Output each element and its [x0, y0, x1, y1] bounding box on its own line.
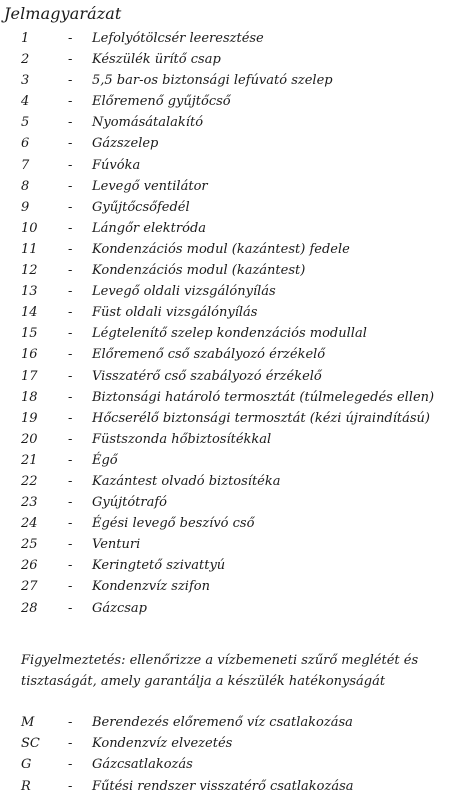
- legend-item: [0, 408, 462, 429]
- connection-item: [0, 754, 462, 775]
- legend-item-description: Kazántest olvadó biztosítéka: [92, 473, 281, 489]
- connection-list: [0, 712, 462, 797]
- connection-dash: -: [68, 757, 73, 773]
- legend-item-number: 10: [21, 220, 38, 236]
- legend-item-description: Levegő ventilátor: [92, 178, 208, 194]
- legend-item-dash: -: [68, 495, 73, 511]
- legend-item-dash: -: [68, 516, 73, 532]
- legend-item-number: 6: [21, 136, 30, 152]
- legend-item-description: Hőcserélő biztonsági termosztát (kézi újraindítású): [92, 410, 431, 426]
- legend-item-dash: -: [68, 537, 73, 553]
- legend-item: [0, 576, 462, 597]
- legend-item-number: 25: [21, 537, 38, 553]
- legend-item: [0, 91, 462, 112]
- legend-item-number: 19: [21, 410, 38, 426]
- legend-item: [0, 534, 462, 555]
- legend-item-description: Lángőr elektróda: [92, 220, 207, 236]
- legend-item-description: Gyújtótrafó: [92, 495, 168, 511]
- legend-item-number: 20: [21, 431, 38, 447]
- connection-item: [0, 712, 462, 733]
- connection-item: [0, 733, 462, 754]
- connection-item: [0, 776, 462, 797]
- legend-item-number: 12: [21, 263, 38, 279]
- legend-item-description: Venturi: [92, 537, 141, 553]
- legend-item-description: Keringtető szivattyú: [92, 558, 226, 574]
- legend-item-dash: -: [68, 52, 73, 68]
- legend-item-dash: -: [68, 220, 73, 236]
- connection-description: Kondenzvíz elvezetés: [92, 736, 233, 752]
- legend-item-dash: -: [68, 178, 73, 194]
- legend-item-description: Gázcsap: [92, 600, 148, 616]
- connection-description: Fűtési rendszer visszatérő csatlakozása: [92, 778, 354, 794]
- legend-item: [0, 366, 462, 387]
- legend-item-dash: -: [68, 452, 73, 468]
- legend-item-number: 23: [21, 495, 38, 511]
- legend-item-number: 15: [21, 326, 38, 342]
- legend-item-number: 26: [21, 558, 38, 574]
- legend-item-dash: -: [68, 305, 73, 321]
- legend-item-description: Kondenzációs modul (kazántest): [92, 263, 306, 279]
- legend-item-description: Légtelenítő szelep kondenzációs modullal: [92, 326, 367, 342]
- legend-item-dash: -: [68, 558, 73, 574]
- legend-item-description: Nyomásátalakító: [92, 115, 204, 131]
- legend-item-description: Kondenzációs modul (kazántest) fedele: [92, 241, 350, 257]
- legend-item-dash: -: [68, 199, 73, 215]
- legend-item-number: 17: [21, 368, 38, 384]
- legend-item: [0, 302, 462, 323]
- legend-item-description: Égő: [92, 452, 118, 468]
- legend-item-number: 9: [21, 199, 30, 215]
- legend-item: [0, 429, 462, 450]
- legend-item-number: 4: [21, 94, 30, 110]
- connection-code: R: [21, 778, 31, 794]
- legend-item: [0, 323, 462, 344]
- legend-item-description: Kondenzvíz szifon: [92, 579, 210, 595]
- legend-item: [0, 344, 462, 365]
- legend-item-number: 11: [21, 241, 38, 257]
- legend-item-dash: -: [68, 263, 73, 279]
- legend-item: [0, 218, 462, 239]
- legend-item: [0, 598, 462, 619]
- legend-item-description: Fúvóka: [92, 157, 141, 173]
- legend-item: [0, 450, 462, 471]
- legend-item-description: Gázszelep: [92, 136, 159, 152]
- legend-item-number: 3: [21, 73, 30, 89]
- legend-item: [0, 492, 462, 513]
- legend-item-dash: -: [68, 115, 73, 131]
- legend-item: [0, 176, 462, 197]
- legend-item-description: Füstszonda hőbiztosítékkal: [92, 431, 272, 447]
- legend-item: [0, 70, 462, 91]
- legend-item-number: 14: [21, 305, 38, 321]
- legend-item-number: 24: [21, 516, 38, 532]
- legend-item-dash: -: [68, 368, 73, 384]
- legend-item: [0, 28, 462, 49]
- legend-item-dash: -: [68, 284, 73, 300]
- legend-item-number: 18: [21, 389, 38, 405]
- legend-item-number: 28: [21, 600, 38, 616]
- connection-dash: -: [68, 715, 73, 730]
- legend-item-description: Előremenő cső szabályozó érzékelő: [92, 347, 326, 363]
- legend-item-dash: -: [68, 389, 73, 405]
- connection-dash: -: [68, 778, 73, 794]
- legend-item-number: 16: [21, 347, 38, 363]
- legend-item-number: 5: [21, 115, 30, 131]
- legend-item-number: 2: [21, 52, 30, 68]
- legend-item: [0, 387, 462, 408]
- legend-item-dash: -: [68, 347, 73, 363]
- legend-item-description: Visszatérő cső szabályozó érzékelő: [92, 368, 322, 384]
- connection-dash: -: [68, 736, 73, 752]
- legend-item-number: 13: [21, 284, 38, 300]
- legend-item: [0, 49, 462, 70]
- legend-item: [0, 239, 462, 260]
- connection-description: Gázcsatlakozás: [92, 757, 193, 773]
- legend-item-dash: -: [68, 410, 73, 426]
- legend-item-number: 21: [21, 452, 38, 468]
- legend-item-number: 1: [21, 31, 30, 46]
- legend-item: [0, 555, 462, 576]
- connection-description: Berendezés előremenő víz csatlakozása: [92, 715, 353, 730]
- legend-item: [0, 513, 462, 534]
- legend-item-description: Lefolyótölcsér leeresztése: [92, 31, 264, 46]
- connection-code: M: [21, 715, 35, 730]
- legend-item-description: Levegő oldali vizsgálónyílás: [92, 284, 276, 300]
- legend-item: [0, 197, 462, 218]
- legend-item-description: 5,5 bar-os biztonsági lefúvató szelep: [92, 73, 333, 89]
- legend-item-number: 8: [21, 178, 30, 194]
- legend-heading: Jelmagyarázat: [4, 4, 122, 23]
- warning-note: Figyelmeztetés: ellenőrizze a vízbemeneti szűrő meglétét és tisztaságát, amely garantálja a készülék hatékonyságát: [21, 653, 419, 689]
- legend-item: [0, 155, 462, 176]
- legend-item-dash: -: [68, 73, 73, 89]
- legend-item-description: Biztonsági határoló termosztát (túlmelegedés ellen): [92, 389, 435, 405]
- connection-code: G: [21, 757, 32, 773]
- legend-item-number: 27: [21, 579, 38, 595]
- legend-item-dash: -: [68, 473, 73, 489]
- legend-item-dash: -: [68, 31, 73, 46]
- legend-item: [0, 133, 462, 154]
- legend-item: [0, 112, 462, 133]
- legend-item-description: Előremenő gyűjtőcső: [92, 94, 231, 110]
- legend-item-dash: -: [68, 241, 73, 257]
- legend-item-dash: -: [68, 600, 73, 616]
- legend-item-dash: -: [68, 157, 73, 173]
- legend-item-dash: -: [68, 326, 73, 342]
- legend-item-description: Égési levegő beszívó cső: [92, 516, 255, 532]
- legend-item: [0, 281, 462, 302]
- legend-item-dash: -: [68, 431, 73, 447]
- legend-item-description: Készülék ürítő csap: [92, 52, 221, 68]
- legend-item-number: 7: [21, 157, 30, 173]
- legend-item-dash: -: [68, 579, 73, 595]
- legend-item-number: 22: [21, 473, 38, 489]
- legend-list: [0, 28, 462, 619]
- legend-item: [0, 471, 462, 492]
- legend-item-dash: -: [68, 136, 73, 152]
- legend-item-description: Gyűjtőcsőfedél: [92, 199, 190, 215]
- legend-item: [0, 260, 462, 281]
- legend-item-description: Füst oldali vizsgálónyílás: [92, 305, 258, 321]
- legend-item-dash: -: [68, 94, 73, 110]
- connection-code: SC: [21, 736, 40, 752]
